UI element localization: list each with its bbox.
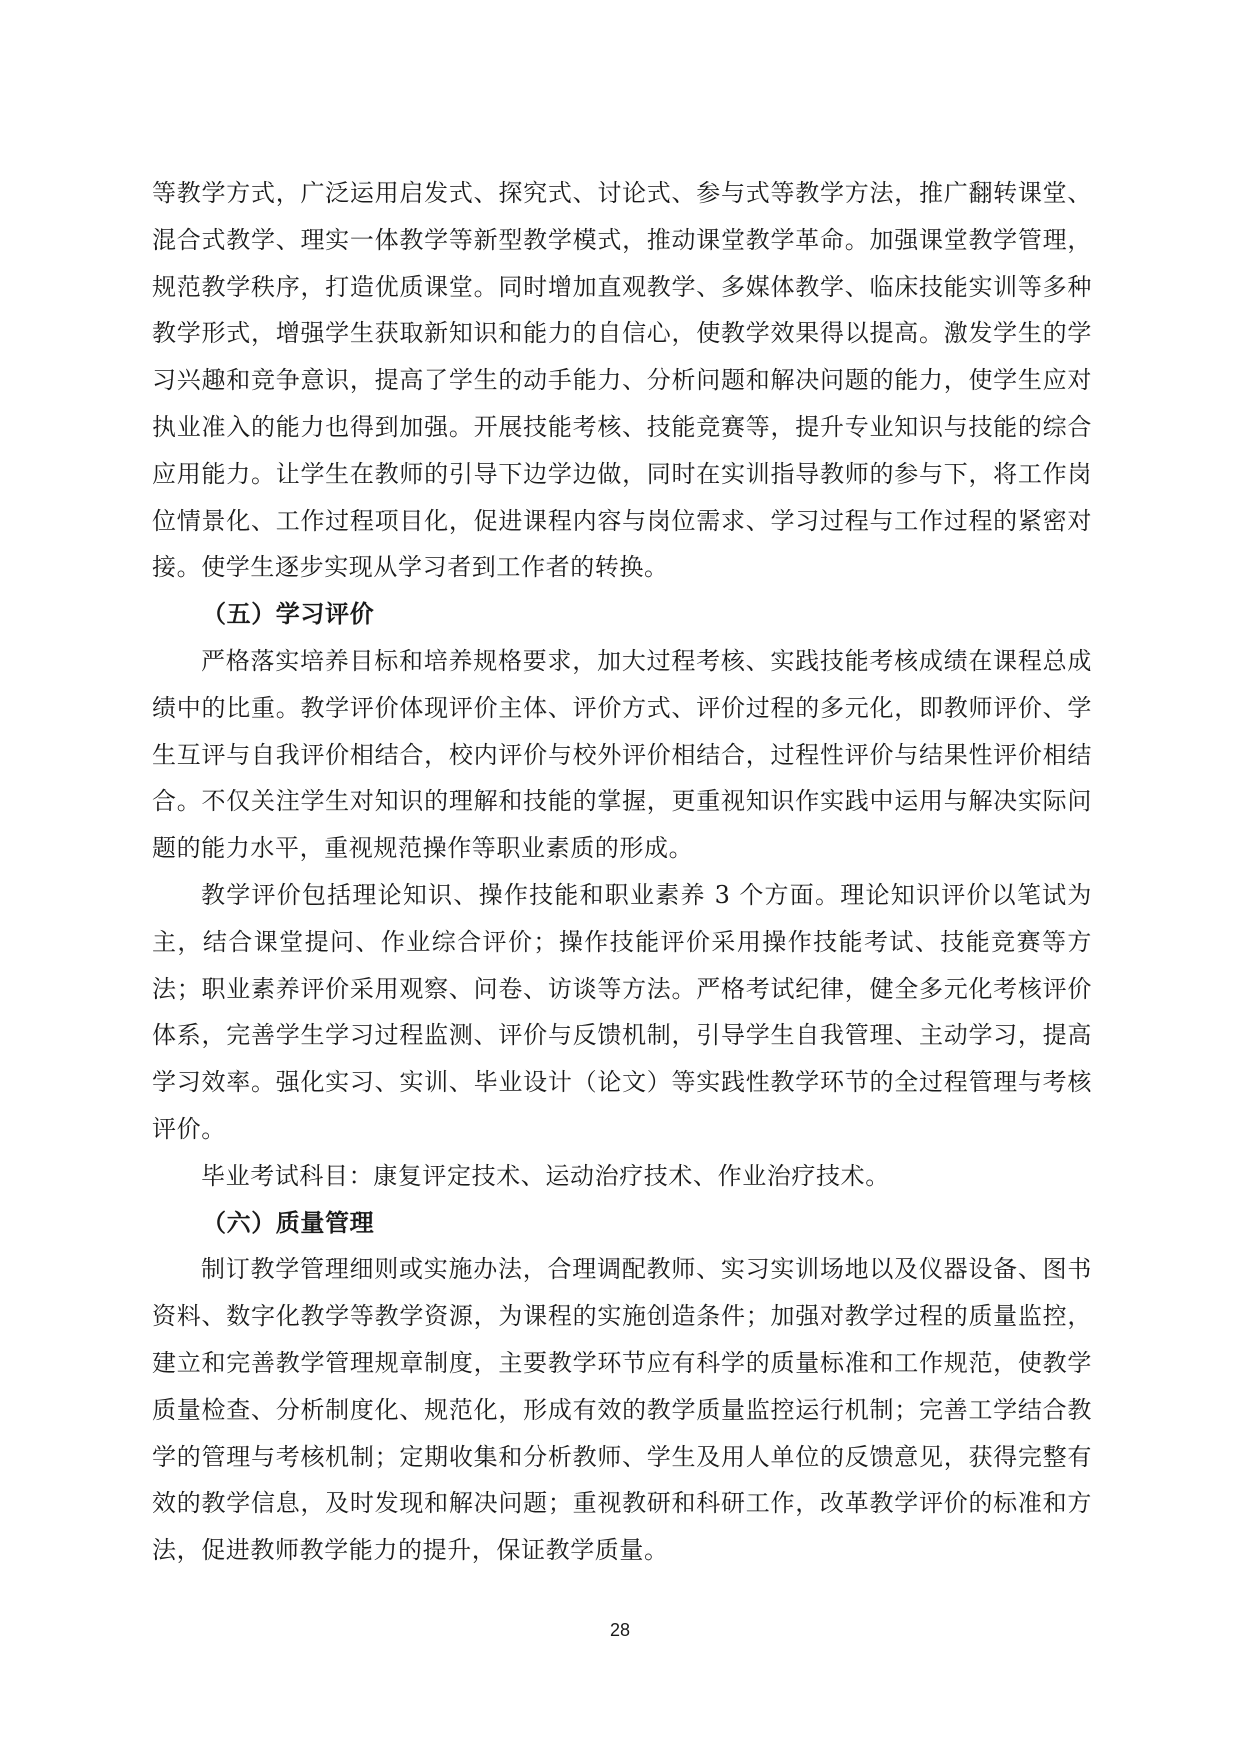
page-number: 28 bbox=[609, 1620, 631, 1640]
paragraph-evaluation-requirements: 严格落实培养目标和培养规格要求，加大过程考核、实践技能考核成绩在课程总成绩中的比重。教学评价体现评价主体、评价方式、评价过程的多元化，即教师评价、学生互评与自我评价相结合，校内评价与校外评价相结合，过程性评价与结果性评价相结合。不仅关注学生对知识的理解和技能的掌握，更重视知识作实践中运用与解决实际问题的能力水平，重视规范操作等职业素质的形成。 bbox=[152, 646, 1092, 863]
paragraph-teaching-methods: 等教学方式，广泛运用启发式、探究式、讨论式、参与式等教学方法，推广翻转课堂、混合式教学、理实一体教学等新型教学模式，推动课堂教学革命。加强课堂教学管理，规范教学秩序，打造优质课堂。同时增加直观教学、多媒体教学、临床技能实训等多种教学形式，增强学生获取新知识和能力的自信心，使教学效果得以提高。激发学生的学习兴趣和竞争意识，提高了学生的动手能力、分析问题和解决问题的能力，使学生应对执业准入的能力也得到加强。开展技能考核、技能竞赛等，提升专业知识与技能的综合应用能力。让学生在教师的引导下边学边做，同时在实训指导教师的参与下，将工作岗位情景化、工作过程项目化，促进课程内容与岗位需求、学习过程与工作过程的紧密对接。使学生逐步实现从学习者到工作者的转换。 bbox=[152, 179, 1092, 582]
section-heading-learning-evaluation: （五）学习评价 bbox=[202, 599, 375, 629]
section-heading-quality-management: （六）质量管理 bbox=[202, 1207, 375, 1237]
paragraph-evaluation-components: 教学评价包括理论知识、操作技能和职业素养 3 个方面。理论知识评价以笔试为主，结合课堂提问、作业综合评价；操作技能评价采用操作技能考试、技能竞赛等方法；职业素养评价采用观察、问卷、访谈等方法。严格考试纪律，健全多元化考核评价体系，完善学生学习过程监测、评价与反馈机制，引导学生自我管理、主动学习，提高学习效率。强化实习、实训、毕业设计（论文）等实践性教学环节的全过程管理与考核评价。 bbox=[152, 880, 1092, 1143]
paragraph-graduation-exam-subjects: 毕业考试科目：康复评定技术、运动治疗技术、作业治疗技术。 bbox=[201, 1161, 890, 1190]
document-body bbox=[152, 170, 1092, 1574]
paragraph-quality-management: 制订教学管理细则或实施办法，合理调配教师、实习实训场地以及仪器设备、图书资料、数字化教学等教学资源，为课程的实施创造条件；加强对教学过程的质量监控，建立和完善教学管理规章制度，主要教学环节应有科学的质量标准和工作规范，使教学质量检查、分析制度化、规范化，形成有效的教学质量监控运行机制；完善工学结合教学的管理与考核机制；定期收集和分析教师、学生及用人单位的反馈意见，获得完整有效的教学信息，及时发现和解决问题；重视教研和科研工作，改革教学评价的标准和方法，促进教师教学能力的提升，保证教学质量。 bbox=[152, 1255, 1092, 1565]
